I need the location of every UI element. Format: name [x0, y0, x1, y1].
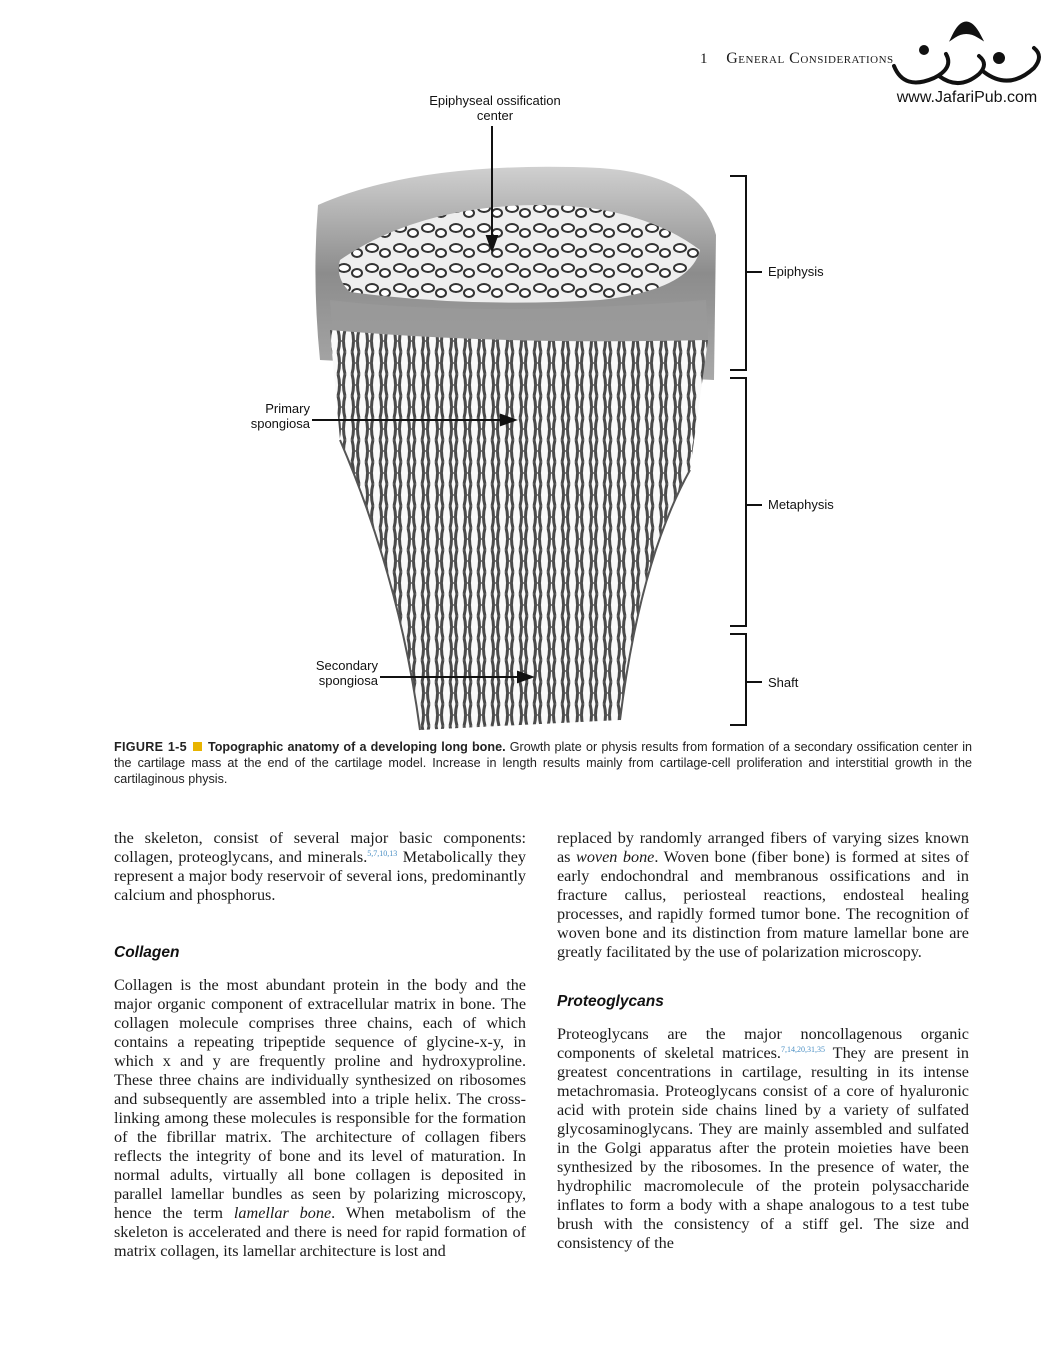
paragraph: the skeleton, consist of several major basic components: collagen, proteoglycans, and minerals.$^{5,7,10,13}$ Metabolically they represent a major body reservoir of several ions, predominantly calcium and phosphorus. [114, 829, 526, 904]
label-epiphyseal-center: Epiphyseal ossification center [429, 93, 561, 123]
left-column [114, 829, 526, 1261]
paragraph: Proteoglycans are the major noncollagenous organic components of skeletal matrices.$^{7,14,20,31,35}$ They are present in greatest concentrations in cartilage, resulting in its intense metachromasia. Proteoglycans consist of a core of hyaluronic acid with protein side chains lined by a variety of sulfated glycosaminoglycans. They are mainly assembled and sulfated in the Golgi apparatus after the protein moieties have been synthesized by the ribosomes. In the presence of water, the hydrophilic macromolecule of the protein polysaccharide inflates to form a body with a shape analogous to a test tube brush with the consistency of a stiff gel. The size and consistency of the [557, 1025, 969, 1252]
paragraph: replaced by randomly arranged fibers of varying sizes known as woven bone. Woven bone (fiber bone) is formed at sites of early endochondral and membranous ossifications and in fracture callus, periosteal reactions, endosteal healing processes, and rapidly formed tumor bone. The recognition of woven bone and its distinction from mature lamellar bone are greatly facilitated by the use of polarization microscopy. [557, 829, 969, 961]
label-secondary-spongiosa: Secondary spongiosa [315, 658, 378, 688]
paragraph: Collagen is the most abundant protein in the body and the major organic component of extracellular matrix in bone. The collagen molecule comprises three chains, each of which contains a repeating tripeptide sequence of glycine-x-y, in which x and y are frequently proline and hydroxyproline. These three chains are individually synthesized on ribosomes and subsequently are assembled into a triple helix. The cross-linking among these molecules is responsible for the formation of the fibrillar matrix. The architecture of collagen fibers reflects the integrity of bone and its level of maturation. In normal adults, virtually all bone collagen is deposited in parallel lamellar bundles as seen by polarizing microscopy, hence the term lamellar bone. When metabolism of the skeleton is accelerated and there is need for rapid formation of matrix collagen, its lamellar architecture is lost and [114, 976, 526, 1260]
label-epiphysis: Epiphysis [768, 264, 824, 279]
label-primary-spongiosa: Primary spongiosa [250, 401, 310, 431]
reference-citation[interactable]: 5,7,10,13 [367, 849, 398, 858]
right-column [557, 829, 969, 1253]
page-number: 1 [700, 51, 708, 67]
epiphysis-bracket [730, 176, 762, 370]
figure-caption [114, 739, 972, 787]
section-heading-proteoglycans: Proteoglycans [557, 993, 664, 1010]
publisher-url: www.JafariPub.com [896, 89, 1038, 106]
metaphysis-bracket [730, 378, 762, 626]
metaphysis-shaft [330, 330, 708, 730]
label-shaft: Shaft [768, 675, 799, 690]
figure-number: FIGURE 1-5 [114, 740, 187, 754]
caption-text: Growth plate or physis results from formation of a secondary ossification center in the cartilage mass at the end of the cartilage model. Increase in length results mainly from cartilage-cell proliferation and interstitial growth in the cartilaginous physis. [114, 740, 973, 786]
caption-marker [193, 742, 202, 751]
shaft-bracket [730, 634, 762, 725]
section-heading-collagen: Collagen [114, 944, 180, 961]
label-metaphysis: Metaphysis [768, 497, 834, 512]
caption-title: Topographic anatomy of a developing long bone. [207, 740, 506, 754]
reference-citation[interactable]: 7,14,20,31,35 [780, 1045, 825, 1054]
chapter-title: General Considerations [726, 50, 894, 67]
